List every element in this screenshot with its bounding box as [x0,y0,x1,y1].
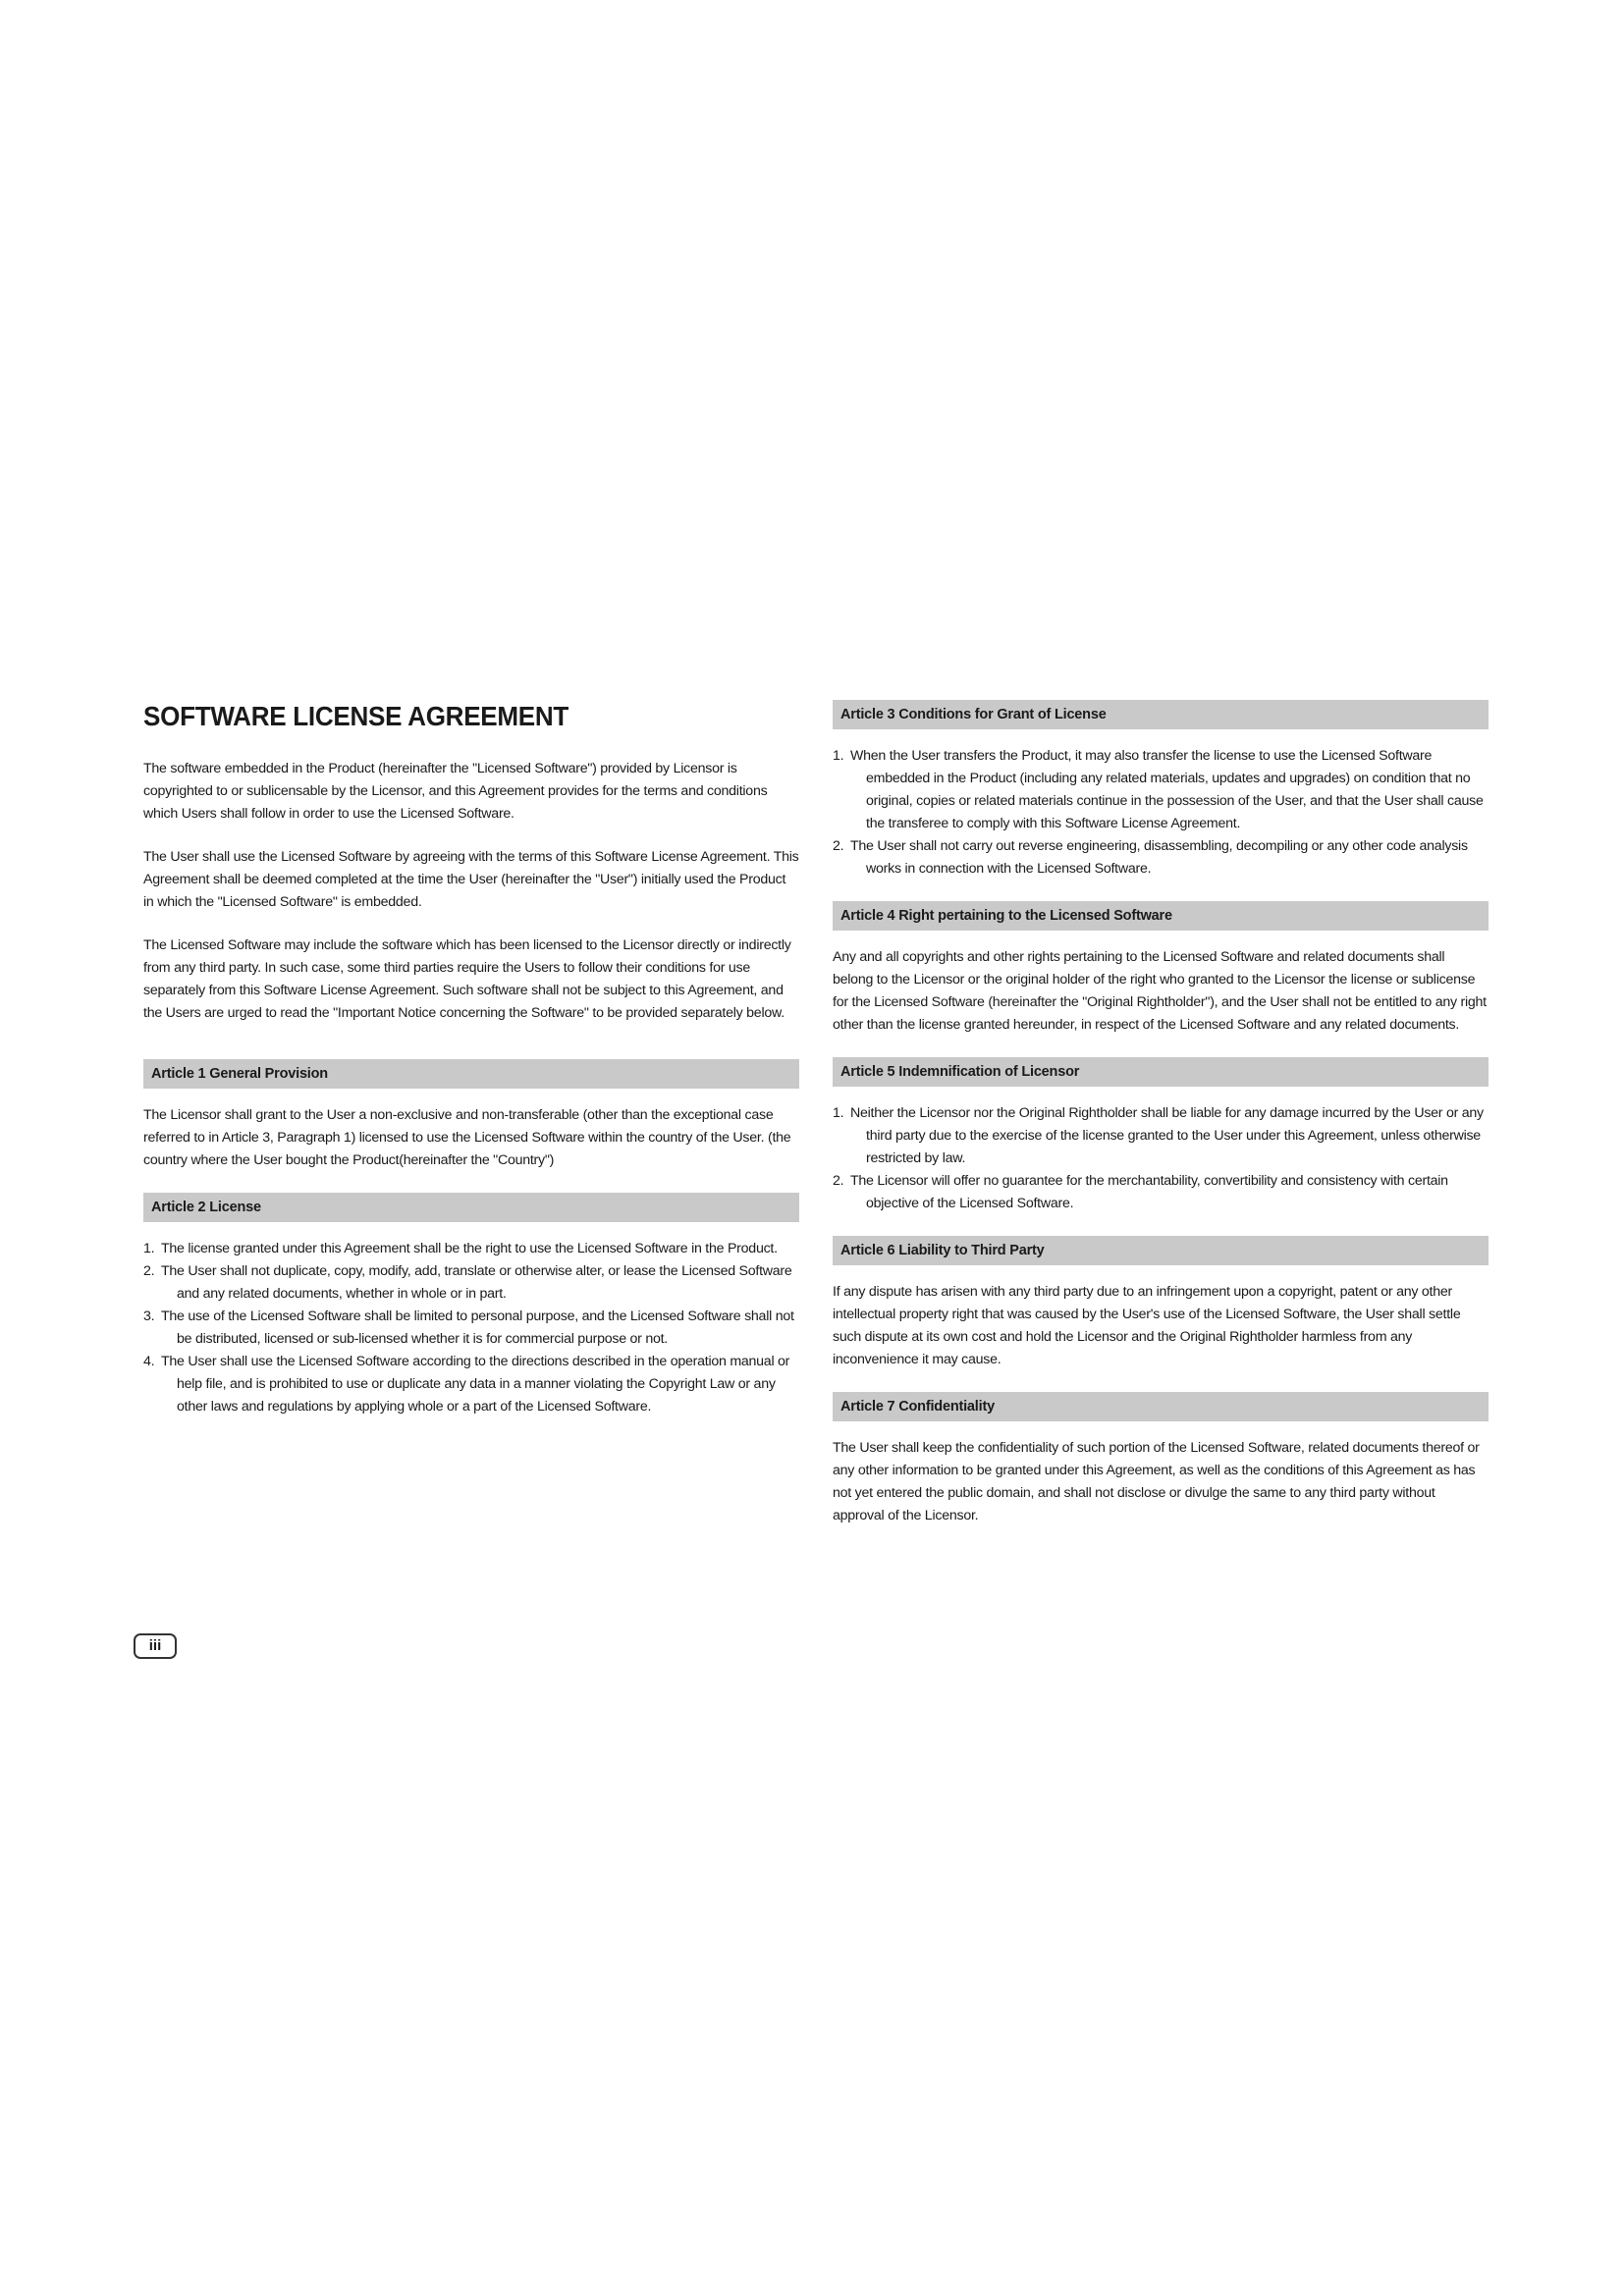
page-number-badge: iii [134,1633,177,1659]
list-item: 1. Neither the Licensor nor the Original Rightholder shall be liable for any damage incurred by the User or any third party due to the exercise of the license granted to the User under this Agreement, unless otherwise restricted by law. [833,1105,1484,1166]
list-item: 2. The User shall not duplicate, copy, modify, add, translate or otherwise alter, or lease the Licensed Software and any related documents, whether in whole or in part. [143,1263,792,1302]
intro-paragraph-1: The software embedded in the Product (hereinafter the "Licensed Software") provided by Licensor is copyrighted to or sublicensable by the Licensor, and this Agreement provides for the terms and conditions which Users shall follow in order to use the Licensed Software. [143,761,768,822]
article-7-heading: Article 7 Confidentiality [833,1392,1489,1421]
article-4-text: Any and all copyrights and other rights pertaining to the Licensed Software and related documents shall belong to the Licensor or the original holder of the right who granted to the Licensor the license or sublicense for the Licensed Software (hereinafter the "Original Rightholder"), and the User shall not be entitled to any right other than the license granted hereunder, in respect of the Licensed Software and any related documents. [833,949,1487,1033]
article-5-heading: Article 5 Indemnification of Licensor [833,1057,1489,1087]
left-column [143,699,799,1439]
article-4-heading: Article 4 Right pertaining to the Licensed Software [833,901,1489,931]
article-5-list [833,1102,1489,1215]
intro-paragraph-3: The Licensed Software may include the software which has been licensed to the Licensor directly or indirectly from any third party. In such case, some third parties require the Users to follow their conditions for use separately from this Software License Agreement. Such software shall not be subject to this Agreement, and the Users are urged to read the "Important Notice concerning the Software" to be provided separately below. [143,937,791,1021]
article-7-text: The User shall keep the confidentiality of such portion of the Licensed Software, related documents thereof or any other information to be granted under this Agreement, as well as the conditions of this Agreement as has not yet entered the public domain, and shall not disclose or divulge the same to any third party without approval of the Licensor. [833,1440,1480,1523]
article-6-text: If any dispute has arisen with any third party due to an infringement upon a copyright, patent or any other intellectual property right that was caused by the User's use of the Licensed Software, the User shall settle such dispute at its own cost and hold the Licensor and the Original Rightholder harmless from any inconvenience it may cause. [833,1284,1461,1367]
list-item: 3. The use of the Licensed Software shall be limited to personal purpose, and the Licensed Software shall not be distributed, licensed or sub-licensed whether it is for commercial purpose or not. [143,1308,794,1347]
article-3-list [833,745,1489,881]
article-6-heading: Article 6 Liability to Third Party [833,1236,1489,1265]
article-2-list [143,1238,799,1418]
article-1-heading: Article 1 General Provision [143,1059,799,1089]
list-item: 1. When the User transfers the Product, it may also transfer the license to use the Licensed Software embedded in the Product (including any related materials, updates and upgrades) on condition that no original, copies or related materials continue in the possession of the User, and that the User shall cause the transferee to comply with this Software License Agreement. [833,748,1484,831]
list-item: 1. The license granted under this Agreement shall be the right to use the Licensed Software in the Product. [143,1241,778,1256]
list-item: 2. The User shall not carry out reverse engineering, disassembling, decompiling or any other code analysis works in connection with the Licensed Software. [833,838,1468,877]
article-3-heading: Article 3 Conditions for Grant of License [833,700,1489,729]
right-column [833,700,1489,1548]
list-item: 4. The User shall use the Licensed Software according to the directions described in the operation manual or help file, and is prohibited to use or duplicate any data in a manner violating the Copyright Law or any other laws and regulations by applying whole or a part of the Licensed Software. [143,1354,790,1415]
article-1-text: The Licensor shall grant to the User a non-exclusive and non-transferable (other than the exceptional case referred to in Article 3, Paragraph 1) licensed to use the Licensed Software within the country of the User. (the country where the User bought the Product(hereinafter the "Country") [143,1107,791,1168]
document-title: SOFTWARE LICENSE AGREEMENT [143,701,569,731]
list-item: 2. The Licensor will offer no guarantee for the merchantability, convertibility and consistency with certain objective of the Licensed Software. [833,1173,1448,1211]
intro-paragraph-2: The User shall use the Licensed Software by agreeing with the terms of this Software License Agreement. This Agreement shall be deemed completed at the time the User (hereinafter the "User") initially used the Product in which the "Licensed Software" is embedded. [143,849,799,910]
article-2-heading: Article 2 License [143,1193,799,1222]
